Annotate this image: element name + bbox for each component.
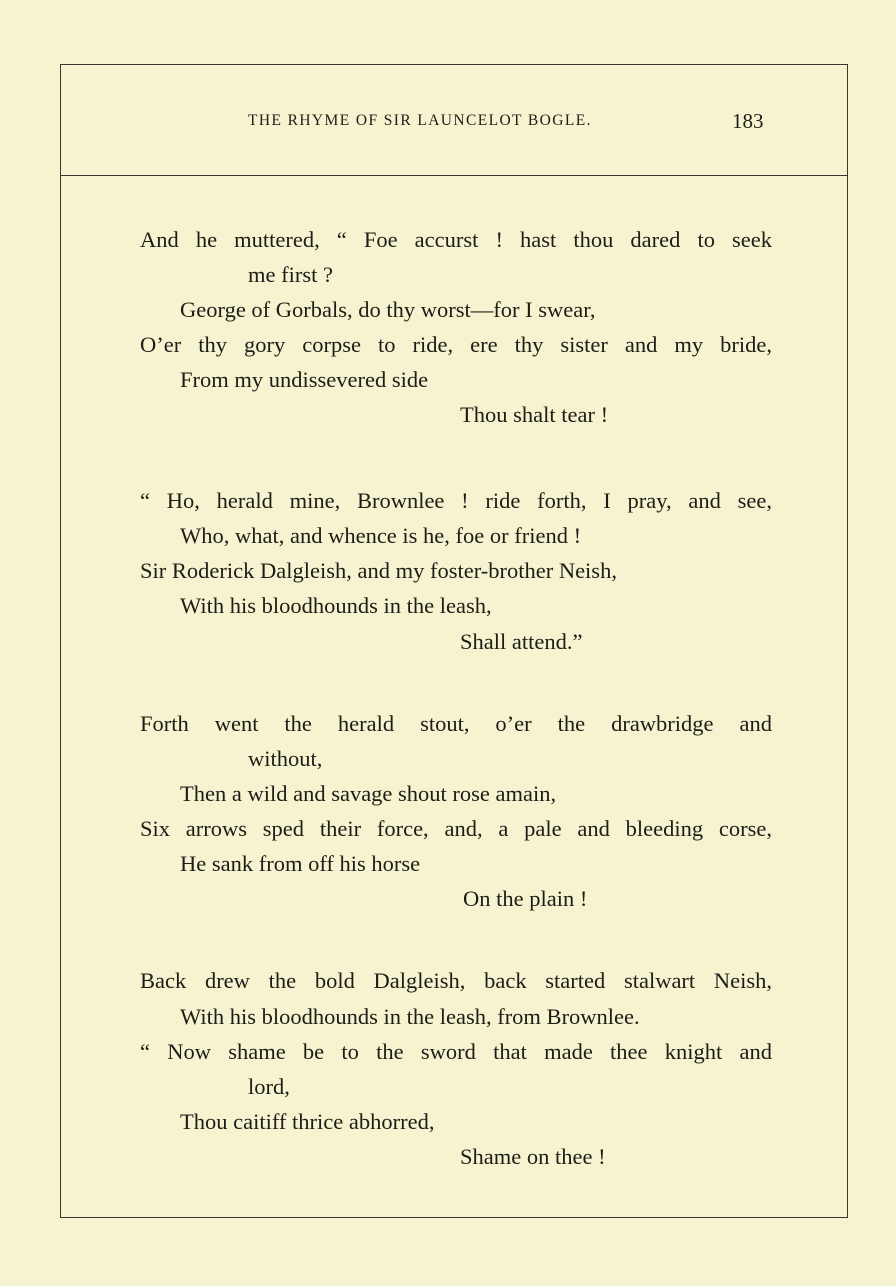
poem-line: From my undissevered side [180,367,429,392]
poem-line: Shall attend.” [460,629,583,654]
poem-line: George of Gorbals, do thy worst—for I swear, [180,297,596,322]
poem-line: Sir Roderick Dalgleish, and my foster-brother Neish, [140,558,617,583]
poem-line: Forth went the herald stout, o’er the drawbridge and [140,711,772,736]
poem-line: Thou caitiff thrice abhorred, [180,1109,435,1134]
poem-line: lord, [248,1074,290,1099]
page-number: 183 [732,109,764,133]
poem-line: Thou shalt tear ! [460,402,609,427]
poem-line: “ Ho, herald mine, Brownlee ! ride forth, I pray, and see, [140,488,772,513]
poem-line: Who, what, and whence is he, foe or friend ! [180,523,582,548]
poem-line: And he muttered, “ Foe accurst ! hast thou dared to seek [140,227,772,252]
poem-line: He sank from off his horse [180,851,421,876]
poem-line: me first ? [248,262,333,287]
poem-line: With his bloodhounds in the leash, from Brownlee. [180,1004,640,1029]
poem-line: Then a wild and savage shout rose amain, [180,781,557,806]
header-rule [60,175,848,176]
poem-line: Back drew the bold Dalgleish, back started stalwart Neish, [140,968,772,993]
poem-line: On the plain ! [463,886,588,911]
poem-line: Shame on thee ! [460,1144,606,1169]
poem-line: “ Now shame be to the sword that made thee knight and [140,1039,772,1064]
poem-line: O’er thy gory corpse to ride, ere thy sister and my bride, [140,332,772,357]
poem-line: With his bloodhounds in the leash, [180,593,492,618]
running-title: THE RHYME OF SIR LAUNCELOT BOGLE. [248,112,592,129]
poem-line: without, [248,746,323,771]
poem-line: Six arrows sped their force, and, a pale and bleeding corse, [140,816,772,841]
